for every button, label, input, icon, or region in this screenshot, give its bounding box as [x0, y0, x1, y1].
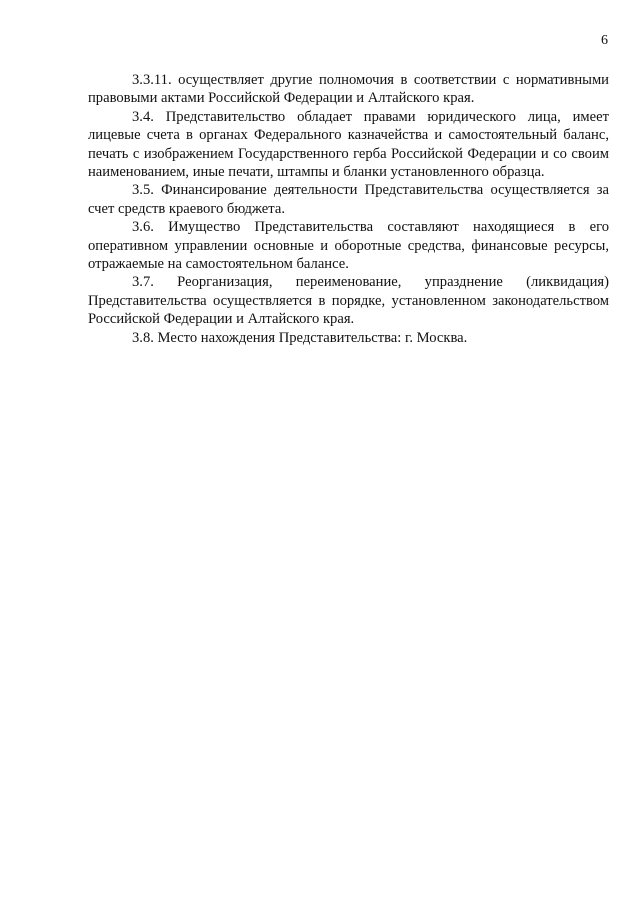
paragraph-3-4: 3.4. Представительство обладает правами юридического лица, имеет лицевые счета в органах Федерального казначейства и самостоятельный баланс, печать с изображением Государственного герба Российской Федерации и со своим наименованием, иные печати, штампы и бланки установленного образца.	[88, 108, 609, 181]
document-body	[88, 71, 609, 347]
paragraph-3-8: 3.8. Место нахождения Представительства: г. Москва.	[132, 329, 468, 346]
paragraph-3-3-11: 3.3.11. осуществляет другие полномочия в соответствии с нормативными правовыми актами Российской Федерации и Алтайского края.	[88, 72, 609, 107]
page-number: 6	[601, 33, 608, 48]
paragraph-3-6: 3.6. Имущество Представительства составляют находящиеся в его оперативном управлении основные и оборотные средства, финансовые ресурсы, отражаемые на самостоятельном балансе.	[88, 219, 609, 273]
paragraph-3-7: 3.7. Реорганизация, переименование, упразднение (ликвидация) Представительства осуществляется в порядке, установленном законодательством Российской Федерации и Алтайского края.	[88, 274, 609, 328]
paragraph-3-5: 3.5. Финансирование деятельности Представительства осуществляется за счет средств краевого бюджета.	[88, 182, 609, 217]
